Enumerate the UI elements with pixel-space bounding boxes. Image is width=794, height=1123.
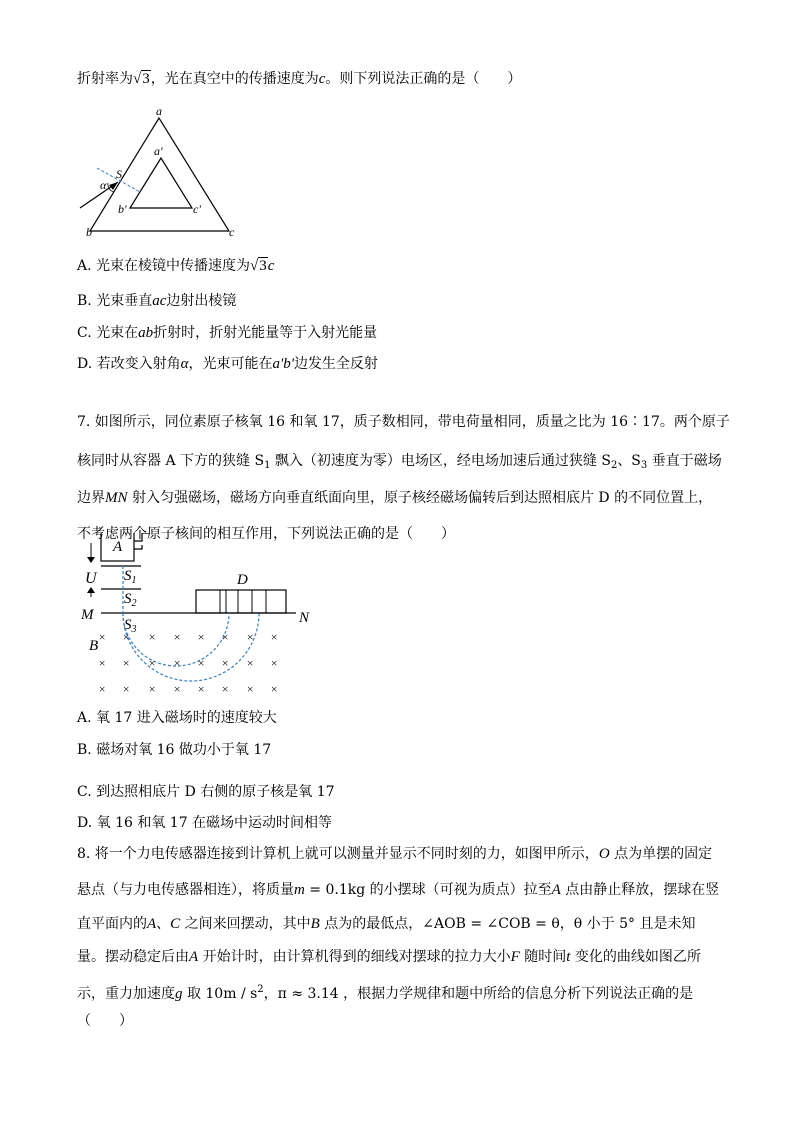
q7-line-1: 7. 如图所示，同位素原子核氧 16 和氧 17，质子数相同，带电荷量相同，质量之比为 16∶17。两个原子 — [77, 414, 730, 430]
arrow-down — [87, 557, 95, 563]
q7-option-b: B. 磁场对氧 16 做功小于氧 17 — [77, 742, 272, 758]
inner-triangle — [130, 158, 192, 208]
label-a: a — [156, 104, 162, 118]
field-cross-mark: × — [173, 656, 182, 670]
q6-option-d: D. 若改变入射角α，光束可能在a'b'边发生全反射 — [77, 356, 378, 372]
label-c-prime: c' — [193, 202, 201, 216]
q8-line-4: 量。摆动稳定后由A 开始计时，由计算机得到的细线对摆球的拉力大小F 随时间t 变化的曲线如图乙所 — [77, 949, 701, 965]
field-cross-mark: × — [173, 630, 182, 644]
magnetic-field-crosses — [98, 630, 278, 693]
field-cross-mark: × — [148, 630, 157, 644]
q6-intro: 折射率为√3，光在真空中的传播速度为c。则下列说法正确的是（ ） — [77, 71, 522, 87]
q7-line-4: 不考虑两个原子核间的相互作用，下列说法正确的是（ ） — [77, 526, 455, 542]
field-cross-mark: × — [98, 656, 107, 670]
q8-line-3: 直平面内的A、C 之间来回摆动，其中B 点为的最低点，∠AOB = ∠COB = θ，θ 小于 5° 且是未知 — [77, 916, 696, 932]
field-cross-mark: × — [98, 630, 107, 644]
field-cross-mark: × — [197, 682, 206, 693]
field-cross-mark: × — [246, 630, 255, 644]
field-cross-mark: × — [246, 682, 255, 693]
field-cross-mark: × — [221, 630, 230, 644]
trajectory-outer — [123, 613, 259, 681]
label-a-prime: a' — [154, 144, 163, 158]
label-b: b — [86, 225, 92, 238]
label-A: A — [113, 539, 123, 555]
label-S3: $S_3$ — [124, 617, 137, 635]
q7-option-a: A. 氧 17 进入磁场时的速度较大 — [77, 710, 277, 726]
label-alpha: α — [100, 178, 107, 192]
field-cross-mark: × — [148, 656, 157, 670]
field-cross-mark: × — [221, 656, 230, 670]
q7-option-c: C. 到达照相底片 D 右侧的原子核是氧 17 — [77, 784, 335, 800]
label-S: S — [116, 167, 122, 181]
field-cross-mark: × — [122, 682, 131, 693]
label-N: N — [299, 610, 310, 626]
q7-line-2: 核同时从容器 A 下方的狭缝 $S_1$ 飘入（初速度为零）电场区，经电场加速后通过狭缝 $S_2$、$S_3$ 垂直于磁场 — [77, 453, 722, 471]
field-cross-mark: × — [122, 630, 131, 644]
q6-option-b: B. 光束垂直ac边射出棱镜 — [77, 293, 237, 309]
field-cross-mark: × — [148, 682, 157, 693]
field-cross-mark: × — [197, 656, 206, 670]
q6-option-a: A. 光束在棱镜中传播速度为√3c — [77, 258, 275, 274]
label-M: M — [81, 607, 94, 623]
prism-figure — [75, 103, 245, 238]
field-cross-mark: × — [270, 630, 279, 644]
mass-spectrometer-figure — [77, 533, 322, 693]
q8-line-6: （ ） — [77, 1013, 133, 1029]
label-B: B — [89, 638, 99, 654]
field-cross-mark: × — [270, 682, 279, 693]
q7-option-d: D. 氧 16 和氧 17 在磁场中运动时间相等 — [77, 815, 333, 831]
field-cross-mark: × — [246, 656, 255, 670]
q8-line-5: 示，重力加速度g 取 $10m / s^2$，π ≈ 3.14 ，根据力学规律和题中所给的信息分析下列说法正确的是 — [77, 984, 694, 1002]
outer-triangle — [90, 118, 229, 231]
ray-arrowhead — [109, 182, 118, 190]
field-cross-mark: × — [197, 630, 206, 644]
label-S1: $S_1$ — [124, 568, 137, 586]
plate-D — [196, 590, 286, 613]
arrow-up — [87, 587, 95, 593]
field-cross-mark: × — [270, 656, 279, 670]
field-cross-mark: × — [98, 682, 107, 693]
label-c: c — [229, 225, 235, 238]
q8-line-2: 悬点（与力电传感器相连），将质量m = 0.1kg 的小摆球（可视为质点）拉至A 点由静止释放，摆球在竖 — [77, 882, 720, 898]
q7-line-3: 边界MN 射入匀强磁场，磁场方向垂直纸面向里，原子核经磁场偏转后到达照相底片 D 的不同位置上， — [77, 490, 713, 506]
label-D: D — [237, 572, 248, 588]
q6-option-c: C. 光束在ab折射时，折射光能量等于入射光能量 — [77, 325, 378, 341]
q8-line-1: 8. 将一个力电传感器连接到计算机上就可以测量并显示不同时刻的力，如图甲所示，O 点为单摆的固定 — [77, 846, 713, 862]
field-cross-mark: × — [122, 656, 131, 670]
sqrt-symbol: √3 — [133, 71, 150, 87]
label-S2: $S_2$ — [124, 591, 137, 609]
label-U: U — [85, 570, 97, 587]
field-cross-mark: × — [173, 682, 182, 693]
label-b-prime: b' — [118, 202, 127, 216]
container-nozzle — [134, 533, 150, 549]
field-cross-mark: × — [221, 682, 230, 693]
